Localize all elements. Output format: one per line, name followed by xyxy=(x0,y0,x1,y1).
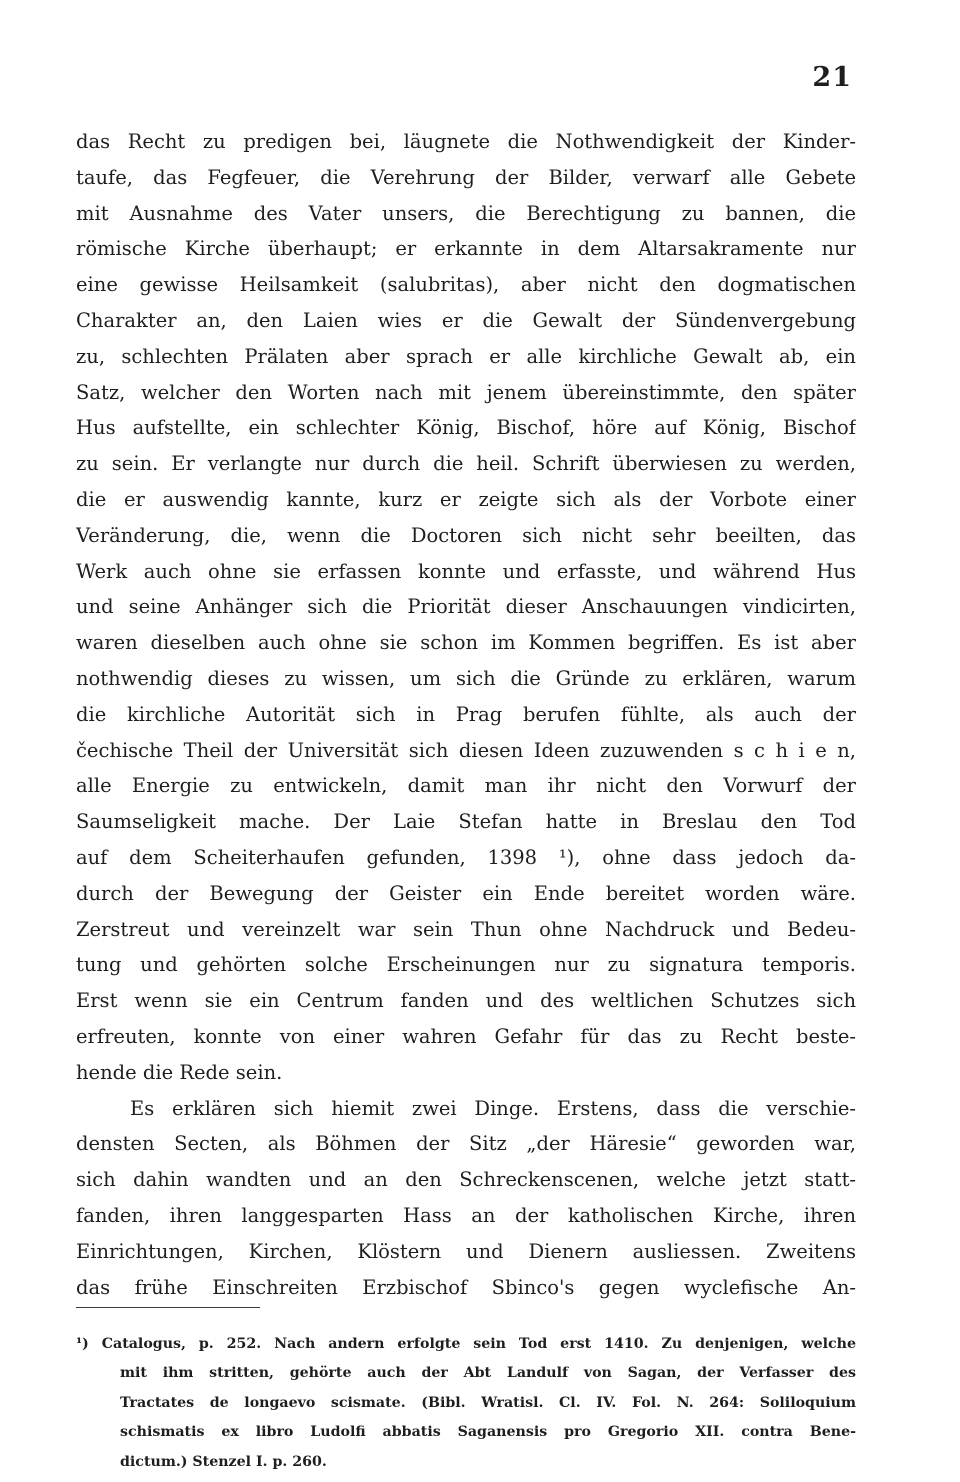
footnote xyxy=(76,1330,856,1477)
text-line: Charakter an, den Laien wies er die Gewalt der Sündenvergebung xyxy=(76,308,856,332)
footnote-line: dictum.) Stenzel I. p. 260. xyxy=(120,1453,327,1470)
footnote-divider xyxy=(76,1307,260,1308)
footnote-line: schismatis ex libro Ludolfi abbatis Saganensis pro Gregorio XII. contra Bene- xyxy=(120,1424,856,1441)
text-line: hende die Rede sein. xyxy=(76,1060,283,1084)
text-line: auf dem Scheiterhaufen gefunden, 1398 ¹), ohne dass jedoch da- xyxy=(76,845,856,869)
text-line: römische Kirche überhaupt; er erkannte in dem Altarsakramente nur xyxy=(76,237,856,261)
text-line: die er auswendig kannte, kurz er zeigte sich als der Vorbote einer xyxy=(76,487,856,511)
text-line: Werk auch ohne sie erfassen konnte und erfasste, und während Hus xyxy=(76,559,856,583)
footnote-line: mit ihm stritten, gehörte auch der Abt Landulf von Sagan, der Verfasser des xyxy=(120,1365,856,1382)
paragraph xyxy=(76,1091,856,1306)
text-line: Hus aufstellte, ein schlechter König, Bischof, höre auf König, Bischof xyxy=(76,416,856,440)
text-line: die kirchliche Autorität sich in Prag berufen fühlte, als auch der xyxy=(76,702,856,726)
text-line: nothwendig dieses zu wissen, um sich die Gründe zu erklären, warum xyxy=(76,666,856,690)
paragraph xyxy=(76,124,856,1091)
text-line: Satz, welcher den Worten nach mit jenem übereinstimmte, den später xyxy=(76,380,856,404)
text-line: Es erklären sich hiemit zwei Dinge. Erstens, dass die verschie- xyxy=(130,1096,856,1120)
text-line: mit Ausnahme des Vater unsers, die Berechtigung zu bannen, die xyxy=(76,201,856,225)
footnote-line: Tractates de longaevo scismate. (Bibl. Wratisl. Cl. IV. Fol. N. 264: Soliloquium xyxy=(120,1394,856,1411)
text-line: zu sein. Er verlangte nur durch die heil. Schrift überwiesen zu werden, xyxy=(76,452,856,476)
text-line: Zerstreut und vereinzelt war sein Thun ohne Nachdruck und Bedeu- xyxy=(76,917,856,941)
text-line: das Recht zu predigen bei, läugnete die Nothwendigkeit der Kinder- xyxy=(76,130,856,153)
text-line: fanden, ihren langgesparten Hass an der katholischen Kirche, ihren xyxy=(76,1203,856,1227)
text-line: sich dahin wandten und an den Schreckenscenen, welche jetzt statt- xyxy=(76,1168,856,1192)
text-line: čechische Theil der Universität sich diesen Ideen zuzuwenden s c h i e n, xyxy=(76,738,856,762)
text-line: Einrichtungen, Kirchen, Klöstern und Dienern ausliessen. Zweitens xyxy=(76,1239,856,1263)
text-line: Veränderung, die, wenn die Doctoren sich nicht sehr beeilten, das xyxy=(76,523,856,547)
text-line: alle Energie zu entwickeln, damit man ihr nicht den Vorwurf der xyxy=(76,774,856,798)
text-line: zu, schlechten Prälaten aber sprach er alle kirchliche Gewalt ab, ein xyxy=(76,344,856,368)
text-line: erfreuten, konnte von einer wahren Gefahr für das zu Recht beste- xyxy=(76,1024,856,1048)
text-line: taufe, das Fegfeuer, die Verehrung der Bilder, verwarf alle Gebete xyxy=(76,165,856,189)
text-line: das frühe Einschreiten Erzbischof Sbinco's gegen wyclefische An- xyxy=(76,1275,856,1299)
text-line: und seine Anhänger sich die Priorität dieser Anschauungen vindicirten, xyxy=(76,595,856,619)
text-line: eine gewisse Heilsamkeit (salubritas), aber nicht den dogmatischen xyxy=(76,273,856,297)
text-line: durch der Bewegung der Geister ein Ende bereitet worden wäre. xyxy=(76,881,856,905)
page-number: 21 xyxy=(812,62,852,93)
text-line: densten Secten, als Böhmen der Sitz „der Häresie“ geworden war, xyxy=(76,1132,856,1156)
footnote-text: Catalogus, p. 252. Nach andern erfolgte sein Tod erst 1410. Zu denjenigen, welche xyxy=(101,1336,856,1352)
footnote-line xyxy=(76,1330,856,1359)
text-line: Erst wenn sie ein Centrum fanden und des weltlichen Schutzes sich xyxy=(76,989,856,1013)
text-line: waren dieselben auch ohne sie schon im Kommen begriffen. Es ist aber xyxy=(76,631,856,655)
text-line: Saumseligkeit mache. Der Laie Stefan hatte in Breslau den Tod xyxy=(76,810,856,834)
footnote-marker: ¹) xyxy=(76,1336,89,1352)
body-text xyxy=(76,124,856,1305)
text-line: tung und gehörten solche Erscheinungen nur zu signatura temporis. xyxy=(76,953,856,977)
